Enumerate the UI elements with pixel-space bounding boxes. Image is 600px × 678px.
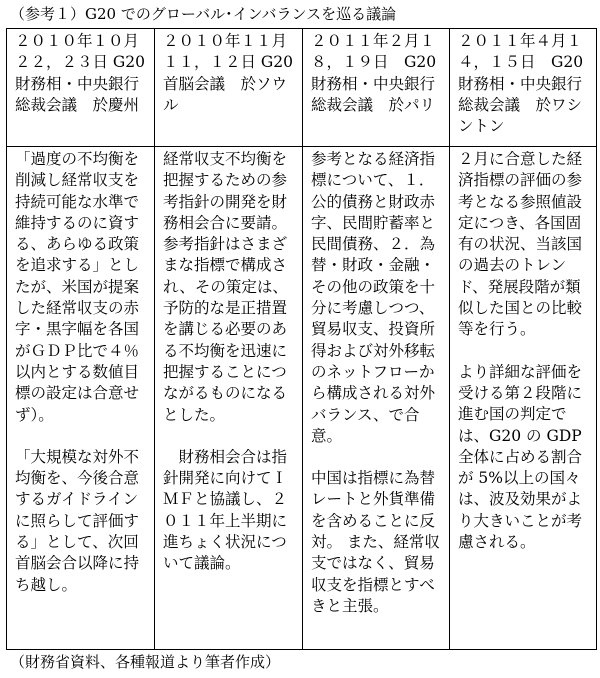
paragraph: 中国は指標に為替レートと外貨準備を含めることに反対。 また、経常収支ではなく、貿易収支を指標とすべきと主張。 bbox=[311, 469, 440, 615]
body-cell-paris bbox=[303, 147, 450, 650]
body-cell-seoul bbox=[155, 147, 303, 650]
paragraph: より詳細な評価を受ける第２段階に進む国の判定では、G20 の GDP 全体に占める割合が 5%以上の国々は、波及効果がより大きいことが考慮される。 bbox=[458, 362, 587, 552]
header-cell-washington: ２０１１年４月１４，１５日 G20 財務相・中央銀行総裁会議 於ワシントン bbox=[450, 29, 597, 147]
source-note: （財務省資料、各種報道より筆者作成） bbox=[10, 653, 281, 671]
paragraph: 「大規模な対外不均衡を、今後合意するガイドラインに照らして評価する」として、次回首脳会合以降に持ち越し。 bbox=[15, 447, 140, 594]
document-title: （参考１）G20 でのグローバル･インバランスを巡る議論 bbox=[10, 5, 397, 23]
header-cell-seoul: ２０１０年１１月１１，１２日 G20 首脳会議 於ソウル bbox=[155, 29, 303, 147]
paragraph: 財務相会合は指針開発に向けてＩＭＦと協議し、２０１１年上半期に進ちょく状況について議論。 bbox=[163, 447, 288, 573]
body-cell-washington bbox=[450, 147, 597, 650]
paragraph: ２月に合意した経済指標の評価の参考となる参照値設定につき、各国固有の状況、当該国の過去のトレンド、発展段階が類似した国との比較等を行う。 bbox=[458, 150, 583, 339]
header-row bbox=[7, 29, 597, 147]
paragraph: 「過度の不均衡を削減し経常収支を持続可能な水準で維持するのに資する、あらゆる政策を追求する」としたが、米国が提案した経常収支の赤字・黒字幅を各国がＧＤＰ比で４％以内とする数値目標の設定は合意せず）。 bbox=[15, 150, 140, 424]
paragraph: 参考となる経済指標について、１．公的債務と財政赤字、民間貯蓄率と民間債務、２．為替・財政・金融・その他の政策を十分に考慮しつつ、貿易収支、投資所得および対外移転のネットフローから構成される対外バランス、で合意。 bbox=[311, 150, 436, 445]
body-row bbox=[7, 147, 597, 650]
header-cell-gyeongju: ２０１０年１０月２２，２３日 G20 財務相・中央銀行総裁会議 於慶州 bbox=[7, 29, 155, 147]
g20-discussion-table bbox=[6, 28, 597, 650]
body-cell-gyeongju bbox=[7, 147, 155, 650]
paragraph: 経常収支不均衡を把握するための参考指針の開発を財務相会合に要請。参考指針はさまざまな指標で構成され、その策定は、予防的な是正措置を講じる必要のある不均衡を迅速に把握することにつながるものになるとした。 bbox=[163, 150, 288, 424]
header-cell-paris: ２０１１年２月１８，１９日 G20 財務相・中央銀行総裁会議 於パリ bbox=[303, 29, 450, 147]
